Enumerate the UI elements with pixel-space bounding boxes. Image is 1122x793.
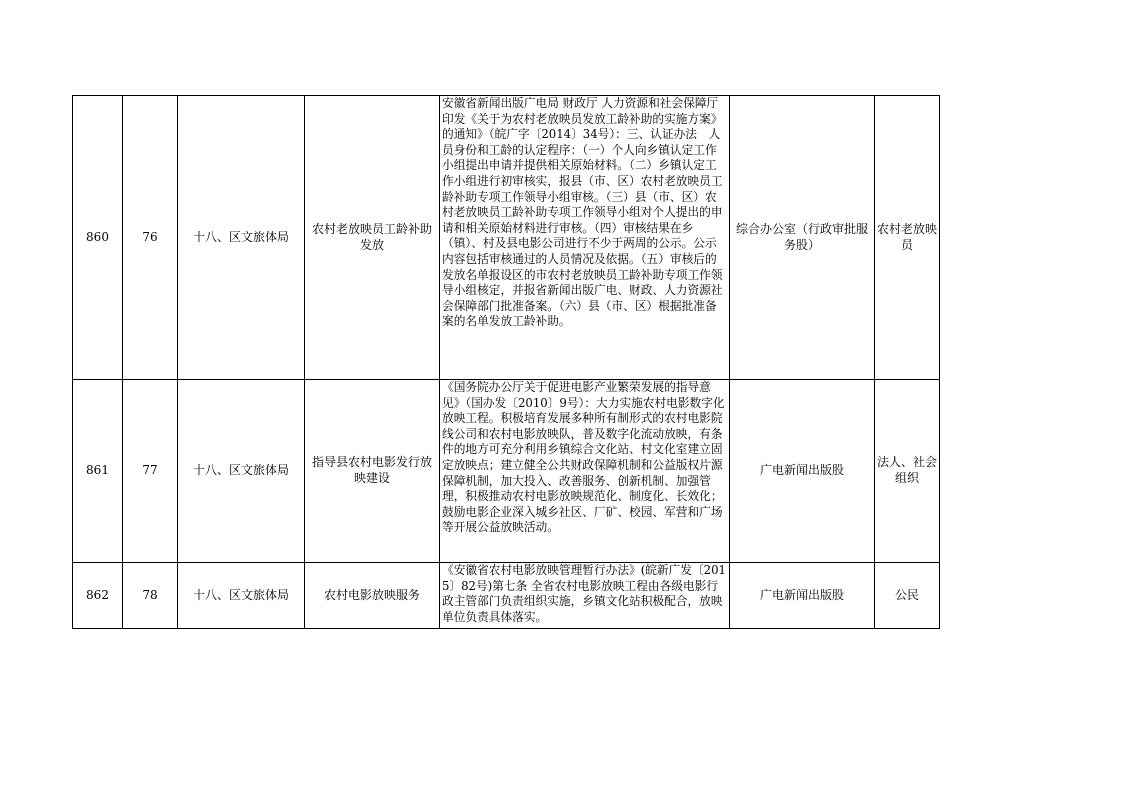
item-name-cell: 农村老放映员工龄补助发放 xyxy=(305,96,440,380)
service-target-cell: 农村老放映员 xyxy=(875,96,940,380)
department-cell: 十八、区文旅体局 xyxy=(178,563,305,629)
legal-basis-cell: 《安徽省农村电影放映管理暂行办法》(皖新广发〔2015〕82号)第七条 全省农村电影放映工程由各级电影行政主管部门负责组织实施，乡镇文化站积极配合，放映单位负责具体落实。 xyxy=(440,563,730,629)
row-number: 861 xyxy=(73,380,123,563)
row-number: 860 xyxy=(73,96,123,380)
legal-basis-cell: 《国务院办公厅关于促进电影产业繁荣发展的指导意见》（国办发〔2010〕9号）：大力实施农村电影数字化放映工程。积极培育发展多种所有制形式的农村电影院线公司和农村电影放映队，普及数字化流动放映，有条件的地方可充分利用乡镇综合文化站、村文化室建立固定放映点；建立健全公共财政保障机制和公益版权片源保障机制，加大投入、改善服务、创新机制、加强管理，积极推动农村电影放映规范化、制度化、长效化；鼓励电影企业深入城乡社区、厂矿、校园、军营和广场等开展公益放映活动。 xyxy=(440,380,730,563)
service-items-table xyxy=(72,95,940,629)
service-target-cell: 法人、社会组织 xyxy=(875,380,940,563)
department-cell: 十八、区文旅体局 xyxy=(178,380,305,563)
item-name-cell: 指导县农村电影发行放映建设 xyxy=(305,380,440,563)
service-target-cell: 公民 xyxy=(875,563,940,629)
responsible-office-cell: 广电新闻出版股 xyxy=(730,380,875,563)
sub-number: 76 xyxy=(123,96,178,380)
department-cell: 十八、区文旅体局 xyxy=(178,96,305,380)
responsible-office-cell: 综合办公室（行政审批服务股） xyxy=(730,96,875,380)
responsible-office-cell: 广电新闻出版股 xyxy=(730,563,875,629)
table-row xyxy=(73,380,940,563)
item-name-cell: 农村电影放映服务 xyxy=(305,563,440,629)
table-row xyxy=(73,563,940,629)
table-row xyxy=(73,96,940,380)
row-number: 862 xyxy=(73,563,123,629)
sub-number: 78 xyxy=(123,563,178,629)
legal-basis-cell: 安徽省新闻出版广电局 财政厅 人力资源和社会保障厅印发《关于为农村老放映员发放工龄补助的实施方案》的通知》（皖广字〔2014〕34号）：三、认证办法 人员身份和工龄的认定程序：（一）个人向乡镇认定工作小组提出申请并提供相关原始材料。（二）乡镇认定工作小组进行初审核实，报县（市、区）农村老放映员工龄补助专项工作领导小组审核。（三）县（市、区）农村老放映员工龄补助专项工作领导小组对个人提出的申请和相关原始材料进行审核。（四）审核结果在乡（镇）、村及县电影公司进行不少于两周的公示。公示内容包括审核通过的人员情况及依据。（五）审核后的发放名单报设区的市农村老放映员工龄补助专项工作领导小组核定，并报省新闻出版广电、财政、人力资源社会保障部门批准备案。（六）县（市、区）根据批准备案的名单发放工龄补助。 xyxy=(440,96,730,380)
sub-number: 77 xyxy=(123,380,178,563)
